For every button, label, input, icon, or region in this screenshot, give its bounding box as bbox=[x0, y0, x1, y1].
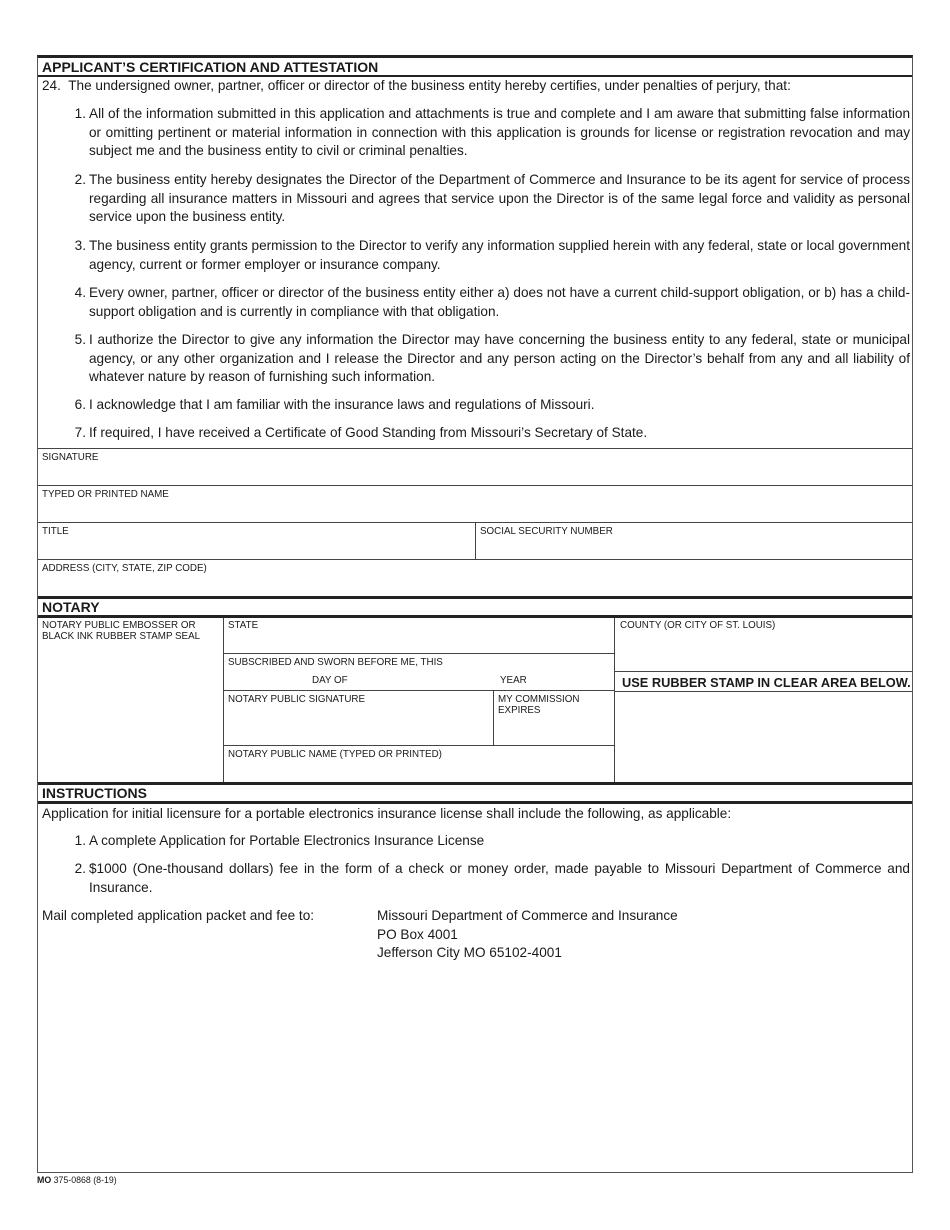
section-divider bbox=[38, 801, 912, 804]
notary-title: NOTARY bbox=[42, 599, 100, 615]
stamp-note: USE RUBBER STAMP IN CLEAR AREA BELOW. bbox=[622, 675, 911, 690]
item-text: Every owner, partner, officer or director of the business entity either a) does not have a current child-support obligation, or b) has a child-support obligation and is currently in compliance with that obligation. bbox=[89, 285, 910, 319]
certification-item-5 bbox=[70, 331, 910, 387]
field-rule bbox=[223, 653, 614, 654]
form-prefix: MO bbox=[37, 1175, 52, 1185]
title-field[interactable]: TITLE bbox=[42, 526, 69, 537]
section-divider bbox=[38, 615, 912, 618]
address-line: Jefferson City MO 65102-4001 bbox=[377, 945, 562, 960]
instructions-title: INSTRUCTIONS bbox=[42, 785, 147, 801]
address-line: PO Box 4001 bbox=[377, 926, 458, 942]
commission-expires-field[interactable]: MY COMMISSION EXPIRES bbox=[498, 694, 580, 716]
signature-field[interactable]: SIGNATURE bbox=[42, 452, 99, 463]
item-text: If required, I have received a Certificate of Good Standing from Missouri’s Secretary of State. bbox=[89, 425, 648, 440]
certification-item-1 bbox=[70, 105, 910, 161]
typed-name-field[interactable]: TYPED OR PRINTED NAME bbox=[42, 489, 169, 500]
item-text: The business entity grants permission to the Director to verify any information supplied herein with any federal, state or local government agency, current or former employer or insurance company. bbox=[89, 238, 910, 272]
certification-item-3 bbox=[70, 237, 910, 274]
address-line: Missouri Department of Commerce and Insurance bbox=[377, 908, 678, 923]
certification-intro bbox=[42, 77, 912, 96]
intro-number: 24. bbox=[42, 78, 61, 93]
item-text: I authorize the Director to give any information the Director may have concerning the business entity to any federal, state or municipal agency, or any other organization and I release the Director and any person acting on the Director’s behalf from any and all liability of whatever nature by reason of furnishing such information. bbox=[89, 332, 910, 384]
intro-text: The undersigned owner, partner, officer or director of the business entity hereby certifies, under penalties of perjury, that: bbox=[68, 78, 791, 93]
instructions-intro: Application for initial licensure for a portable electronics insurance license shall include the following, as applicable: bbox=[42, 806, 732, 821]
field-rule bbox=[223, 690, 614, 691]
item-number: 3. bbox=[74, 238, 86, 253]
form-number: 375-0868 (8-19) bbox=[53, 1175, 117, 1185]
subscribed-label: SUBSCRIBED AND SWORN BEFORE ME, THIS bbox=[228, 657, 443, 668]
certification-item-6 bbox=[70, 396, 910, 415]
notary-divider bbox=[223, 618, 224, 782]
instruction-item-2 bbox=[70, 860, 910, 897]
day-of-field[interactable]: DAY OF bbox=[312, 675, 348, 686]
field-rule bbox=[223, 745, 614, 746]
mailing-address bbox=[377, 907, 678, 963]
county-field[interactable]: COUNTY (OR CITY OF ST. LOUIS) bbox=[620, 620, 776, 631]
certification-item-2 bbox=[70, 171, 910, 227]
notary-state-field[interactable]: STATE bbox=[228, 620, 259, 631]
certification-item-7 bbox=[70, 424, 910, 443]
year-field[interactable]: YEAR bbox=[500, 675, 527, 686]
form-page bbox=[37, 55, 913, 1173]
item-text: $1000 (One-thousand dollars) fee in the form of a check or money order, made payable to Missouri Department of Commerce and Insurance. bbox=[89, 861, 910, 895]
notary-divider bbox=[614, 618, 615, 782]
field-rule bbox=[614, 691, 912, 692]
item-number: 7. bbox=[74, 425, 86, 440]
form-code bbox=[37, 1175, 117, 1185]
item-text: I acknowledge that I am familiar with the insurance laws and regulations of Missouri. bbox=[89, 397, 595, 412]
item-number: 6. bbox=[74, 397, 86, 412]
field-divider bbox=[475, 522, 476, 559]
item-text: All of the information submitted in this application and attachments is true and complete and I am aware that submitting false information or omitting pertinent or material information in connection with this application is grounds for license or registration revocation and may subject me and the business entity to civil or criminal penalties. bbox=[89, 106, 910, 158]
item-number: 1. bbox=[74, 833, 86, 848]
field-rule bbox=[38, 448, 912, 449]
item-text: The business entity hereby designates the Director of the Department of Commerce and Insurance to be its agent for service of process regarding all insurance matters in Missouri and agrees that service upon the Director is of the same legal force and validity as personal service upon the business entity. bbox=[89, 172, 910, 224]
notary-name-field[interactable]: NOTARY PUBLIC NAME (TYPED OR PRINTED) bbox=[228, 749, 442, 760]
item-number: 1. bbox=[74, 106, 86, 121]
instruction-item-1 bbox=[70, 832, 910, 851]
item-text: A complete Application for Portable Electronics Insurance License bbox=[89, 833, 485, 848]
address-field[interactable]: ADDRESS (CITY, STATE, ZIP CODE) bbox=[42, 563, 207, 574]
notary-signature-field[interactable]: NOTARY PUBLIC SIGNATURE bbox=[228, 694, 366, 705]
field-rule bbox=[614, 671, 912, 672]
seal-label: NOTARY PUBLIC EMBOSSER OR BLACK INK RUBBER STAMP SEAL bbox=[42, 620, 201, 642]
field-rule bbox=[38, 485, 912, 486]
field-rule bbox=[38, 559, 912, 560]
mail-label: Mail completed application packet and fee to: bbox=[42, 908, 315, 923]
field-divider bbox=[493, 690, 494, 745]
ssn-field[interactable]: SOCIAL SECURITY NUMBER bbox=[480, 526, 613, 537]
certification-item-4 bbox=[70, 284, 910, 321]
certification-title: APPLICANT’S CERTIFICATION AND ATTESTATION bbox=[42, 59, 379, 75]
item-number: 2. bbox=[74, 172, 86, 187]
item-number: 5. bbox=[74, 332, 86, 347]
item-number: 4. bbox=[74, 285, 86, 300]
item-number: 2. bbox=[74, 861, 86, 876]
